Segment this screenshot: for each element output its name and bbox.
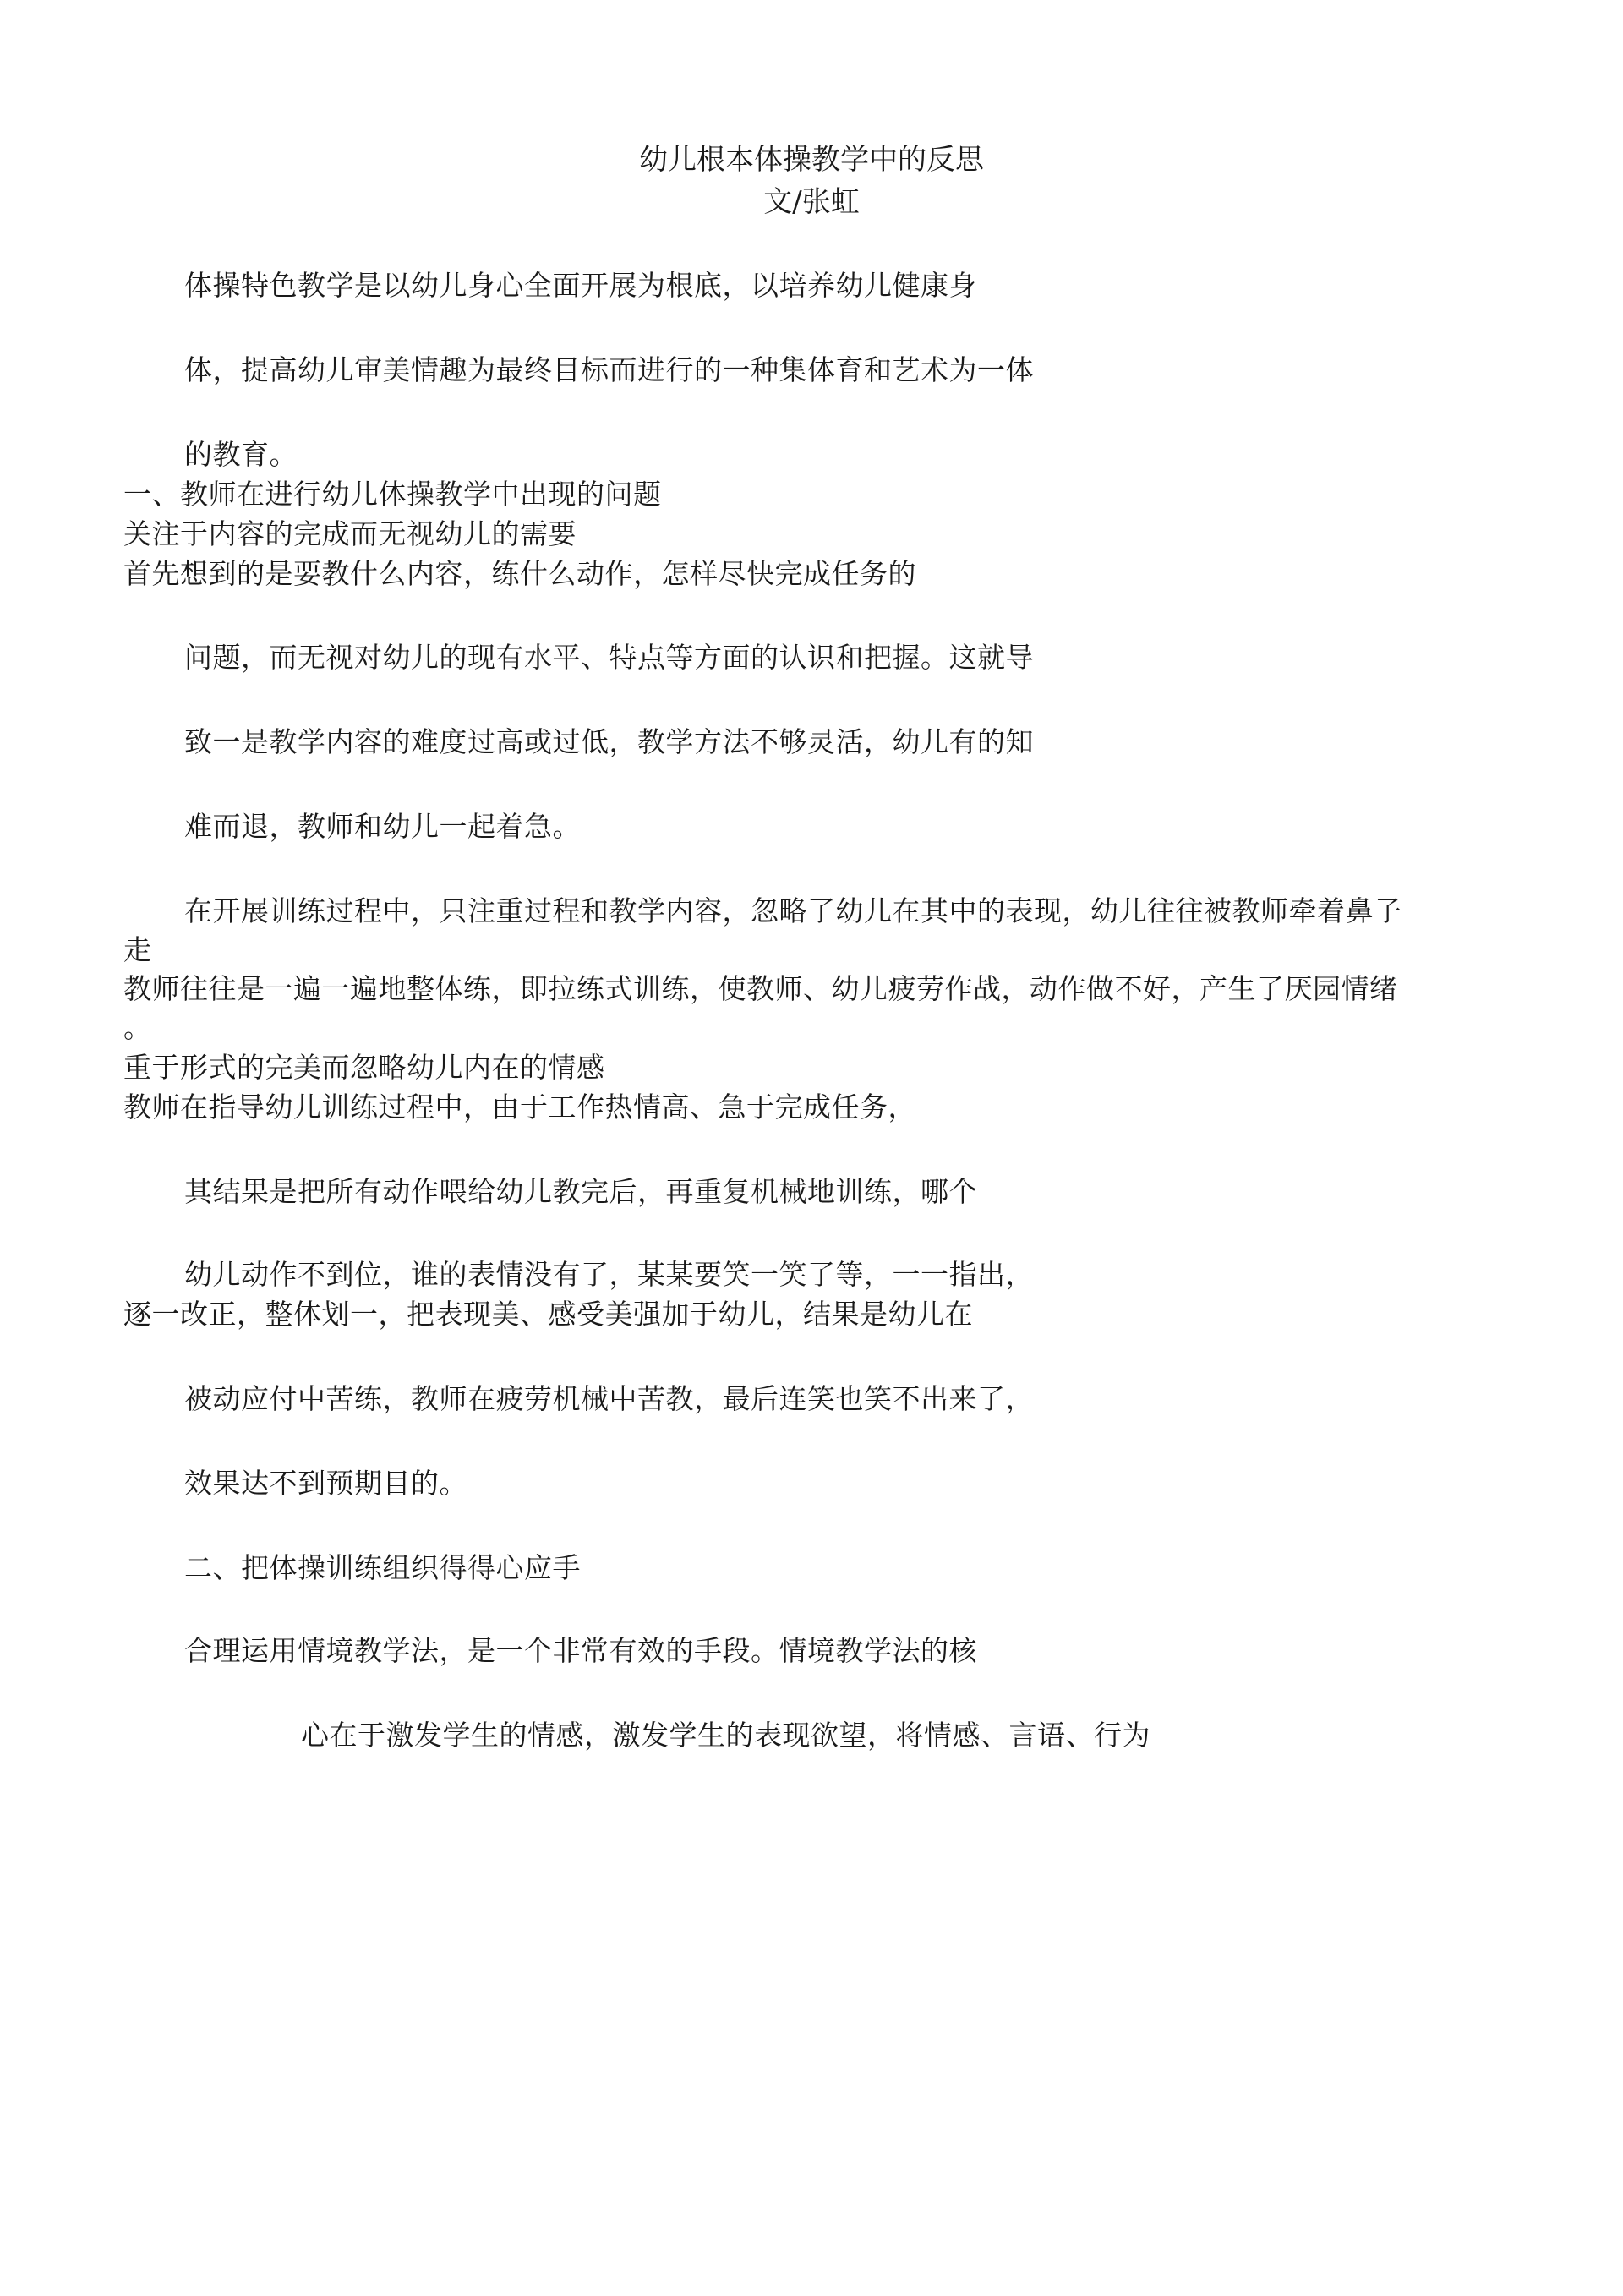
body-line: 效果达不到预期目的。 xyxy=(184,1467,467,1500)
section-heading: 一、教师在进行幼儿体操教学中出现的问题 xyxy=(123,478,662,511)
body-line: 首先想到的是要教什么内容，练什么动作，怎样尽快完成任务的 xyxy=(123,557,916,590)
document-title: 幼儿根本体操教学中的反思 xyxy=(639,143,984,177)
body-line: 逐一改正，整体划一，把表现美、感受美强加于幼儿，结果是幼儿在 xyxy=(123,1298,973,1331)
body-line: 心在于激发学生的情感，激发学生的表现欲望，将情感、言语、行为 xyxy=(301,1719,1150,1752)
body-line: 其结果是把所有动作喂给幼儿教完后，再重复机械地训练，哪个 xyxy=(184,1175,977,1208)
body-line: 的教育。 xyxy=(184,438,298,471)
body-line: 教师往往是一遍一遍地整体练，即拉练式训练，使教师、幼儿疲劳作战，动作做不好，产生了厌园情绪 xyxy=(123,972,1398,1005)
subsection-heading: 重于形式的完美而忽略幼儿内在的情感 xyxy=(123,1051,605,1084)
document-author: 文/张虹 xyxy=(763,185,860,219)
body-line: 教师在指导幼儿训练过程中，由于工作热情高、急于完成任务， xyxy=(123,1091,916,1123)
body-line: 被动应付中苦练，教师在疲劳机械中苦教，最后连笑也笑不出来了， xyxy=(184,1382,1034,1415)
body-line: 走 xyxy=(123,933,152,966)
section-heading: 二、把体操训练组织得得心应手 xyxy=(184,1551,581,1584)
body-line: 合理运用情境教学法，是一个非常有效的手段。情境教学法的核 xyxy=(184,1634,977,1667)
body-line: 体操特色教学是以幼儿身心全面开展为根底，以培养幼儿健康身 xyxy=(184,269,977,302)
body-line: 难而退，教师和幼儿一起着急。 xyxy=(184,810,581,843)
body-line: 问题，而无视对幼儿的现有水平、特点等方面的认识和把握。这就导 xyxy=(184,641,1034,674)
body-line: 体，提高幼儿审美情趣为最终目标而进行的一种集体育和艺术为一体 xyxy=(184,353,1034,386)
body-line: 幼儿动作不到位，谁的表情没有了，某某要笑一笑了等，一一指出， xyxy=(184,1258,1034,1291)
body-line: 。 xyxy=(123,1011,152,1044)
body-line: 在开展训练过程中，只注重过程和教学内容，忽略了幼儿在其中的表现，幼儿往往被教师牵着鼻子 xyxy=(184,894,1402,927)
body-line: 致一是教学内容的难度过高或过低，教学方法不够灵活，幼儿有的知 xyxy=(184,725,1034,758)
subsection-heading: 关注于内容的完成而无视幼儿的需要 xyxy=(123,517,577,550)
